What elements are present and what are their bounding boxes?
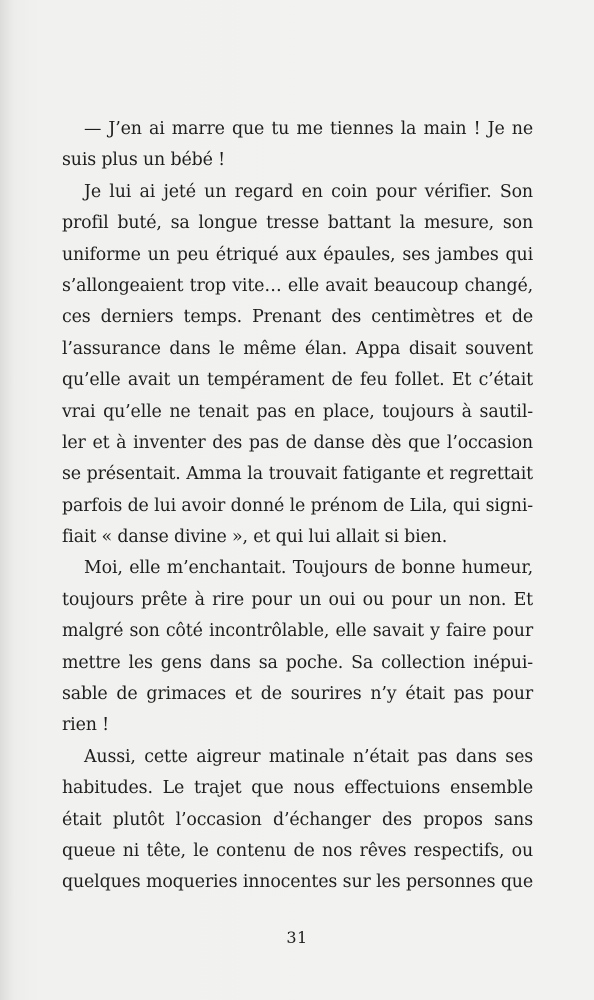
text-line: se présentait. Amma la trouvait fatigante et regrettait — [62, 464, 533, 485]
text-line: Je lui ai jeté un regard en coin pour vérifier. Son — [84, 181, 533, 202]
text-line: uniforme un peu étriqué aux épaules, ses jambes qui — [62, 244, 533, 265]
text-line: l’assurance dans le même élan. Appa disait souvent — [62, 338, 533, 359]
text-line: malgré son côté incontrôlable, elle savait y faire pour — [62, 621, 533, 642]
text-line: profil buté, sa longue tresse battant la mesure, son — [62, 213, 533, 234]
text-line: ler et à inventer des pas de danse dès que l’occasion — [62, 432, 533, 453]
text-line: queue ni tête, le contenu de nos rêves respectifs, ou — [62, 840, 533, 861]
text-line: Moi, elle m’enchantait. Toujours de bonne humeur, — [84, 558, 533, 579]
text-line: quelques moqueries innocentes sur les personnes que — [62, 872, 533, 893]
text-line: ces derniers temps. Prenant des centimètres et de — [62, 307, 533, 328]
text-line: s’allongeaient trop vite… elle avait beaucoup changé, — [62, 275, 533, 296]
text-line: qu’elle avait un tempérament de feu follet. Et c’était — [62, 370, 533, 391]
text-line: Aussi, cette aigreur matinale n’était pas dans ses — [84, 746, 533, 767]
text-line: suis plus un bébé ! — [62, 150, 225, 171]
text-line: était plutôt l’occasion d’échanger des propos sans — [62, 809, 533, 830]
text-line: toujours prête à rire pour un oui ou pour un non. Et — [62, 589, 533, 610]
text-line: mettre les gens dans sa poche. Sa collection inépui- — [62, 652, 533, 673]
text-line: parfois de lui avoir donné le prénom de Lila, qui signi- — [62, 495, 533, 516]
text-line: vrai qu’elle ne tenait pas en place, toujours à sautil- — [62, 401, 533, 422]
text-line: fiait « danse divine », et qui lui allait si bien. — [62, 527, 448, 548]
page-number: 31 — [286, 928, 308, 947]
text-line: sable de grimaces et de sourires n’y était pas pour — [62, 684, 533, 705]
text-line: — J’en ai marre que tu me tiennes la main ! Je ne — [84, 119, 533, 139]
text-line: rien ! — [62, 715, 109, 736]
text-line: habitudes. Le trajet que nous effectuions ensemble — [62, 778, 533, 799]
body-text — [62, 114, 533, 899]
